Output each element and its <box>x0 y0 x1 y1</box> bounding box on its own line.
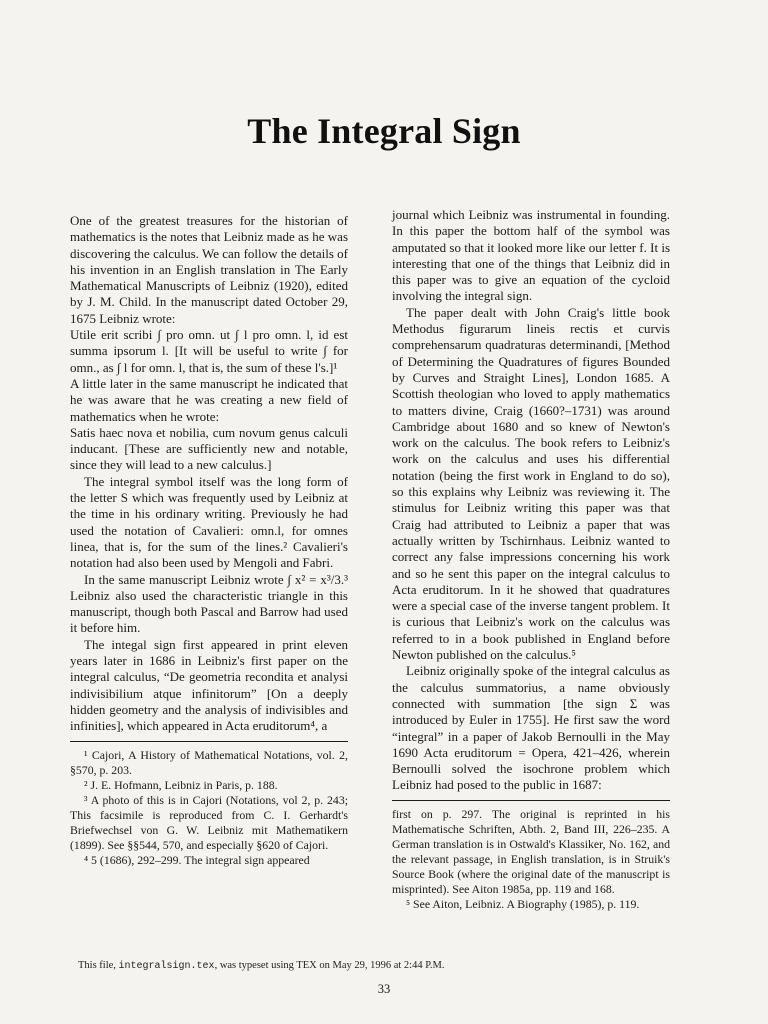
block-quote: Satis haec nova et nobilia, cum novum genus calculi inducant. [These are sufficiently new and notable, since they will lead to a new calculus.] <box>70 424 348 473</box>
paragraph: The integral symbol itself was the long form of the letter S which was frequently used by Leibniz at the time in his ordinary writing. Previously he had used the notation of Cavalieri: omn.l, for omnes linea, that is, for the sum of the lines.² Cavalieri's notation had also been used by Mengoli and Fabri. <box>70 473 348 571</box>
footnote-rule <box>70 741 348 742</box>
filename: integralsign.tex <box>118 961 215 972</box>
paragraph: The paper dealt with John Craig's little book Methodus figurarum lineis rectis et curvis comprehensarum quadraturas determinandi, [Method of Determining the Quadratures of figures Bounded by Curves and Straight Lines], London 1685. A Scottish theologian who loved to apply mathematics to matters divine, Craig (1660?–1731) was around Cambridge about 1680 and so knew of Newton's work on the calculus. The book refers to Leibniz's work on the calculus and uses his differential notation (being the first work in England to do so), so this explains why Leibniz was reviewing it. The stimulus for Leibniz writing this paper was that Craig had attributed to Leibniz a paper that was actually written by Tschirnhaus. Leibniz wanted to correct any false impressions concerning his work and so he sent this paper on the integral calculus to Acta eruditorum. In it he showed that quadratures were a special case of the inverse tangent problem. It is curious that Leibniz's work on the calculus was referred to in a book published in England before Newton published on the calculus.⁵ <box>392 304 670 663</box>
block-quote: Utile erit scribi ∫ pro omn. ut ∫ l pro omn. l, id est summa ipsorum l. [It will be useful to write ∫ for omn., as ∫ l for omn. l, that is, the sum of these l's.]¹ <box>70 327 348 375</box>
footnote-rule <box>392 800 670 801</box>
paragraph: A little later in the same manuscript he indicated that he was aware that he was creating a new field of mathematics when he wrote: <box>70 375 348 424</box>
paragraph: The integal sign first appeared in print eleven years later in 1686 in Leibniz's first paper on the integral calculus, “De geometria recondita et analysi indivisibilium atque infinitorum” [On a deeply hidden geometry and the analysis of indivisibles and infinities], which appeared in Acta eruditorum⁴, a <box>70 636 348 734</box>
page-title: The Integral Sign <box>247 111 521 151</box>
footnotes <box>70 748 348 868</box>
paragraph: In the same manuscript Leibniz wrote ∫ x² = x³/3.³ Leibniz also used the characteristic triangle in this manuscript, though both Pascal and Barrow had used it before him. <box>70 571 348 636</box>
footnote: ² J. E. Hofmann, Leibniz in Paris, p. 188. <box>84 777 278 792</box>
footnotes <box>392 807 670 912</box>
footnote: ¹ Cajori, A History of Mathematical Notations, vol. 2, §570, p. 203. <box>70 747 348 777</box>
paragraph: Leibniz originally spoke of the integral calculus as the calculus summatorius, a name obviously connected with summation [the sign Σ was introduced by Euler in 1755]. He first saw the word “integral” in a paper of Jakob Bernoulli in the May 1690 Acta eruditorum = Opera, 421–426, wherein Bernoulli solved the isochrone problem which Leibniz had posed to the public in 1687: <box>392 663 670 793</box>
footnote: ⁴ 5 (1686), 292–299. The integral sign appeared <box>84 852 310 867</box>
left-column <box>70 213 348 868</box>
footnote: ⁵ See Aiton, Leibniz. A Biography (1985), p. 119. <box>406 896 640 911</box>
footnote-continuation: first on p. 297. The original is reprinted in his Mathematische Schriften, Abth. 2, Band III, 226–235. A German translation is in Ostwald's Klassiker, No. 162, and the relevant passage, in English translation, is in Struik's Source Book (where the original date of the manuscript is misprinted). See Aiton 1985a, pp. 119 and 168. <box>392 806 670 896</box>
paragraph: journal which Leibniz was instrumental in founding. In this paper the bottom half of the symbol was amputated so that it looked more like our letter f. It is interesting that one of the things that Leibniz did in this paper was to give an equation of the cycloid involving the integral sign. <box>392 207 670 304</box>
paragraph: One of the greatest treasures for the historian of mathematics is the notes that Leibniz made as he was discovering the calculus. We can follow the details of his invention in an English translation in The Early Mathematical Manuscripts of Leibniz (1920), edited by J. M. Child. In the manuscript dated October 29, 1675 Leibniz wrote: <box>70 213 348 326</box>
page-number: 33 <box>377 982 391 996</box>
right-column <box>392 207 670 912</box>
footnote: ³ A photo of this is in Cajori (Notations, vol 2, p. 243; This facsimile is reproduced from C. I. Gerhardt's Briefwechsel von G. W. Leibniz mit Mathematikern (1899). See §§544, 570, and especially §620 of Cajori. <box>70 792 348 852</box>
typeset-note: This file, integralsign.tex, was typeset using TEX on May 29, 1996 at 2:44 P.M. <box>78 960 445 972</box>
